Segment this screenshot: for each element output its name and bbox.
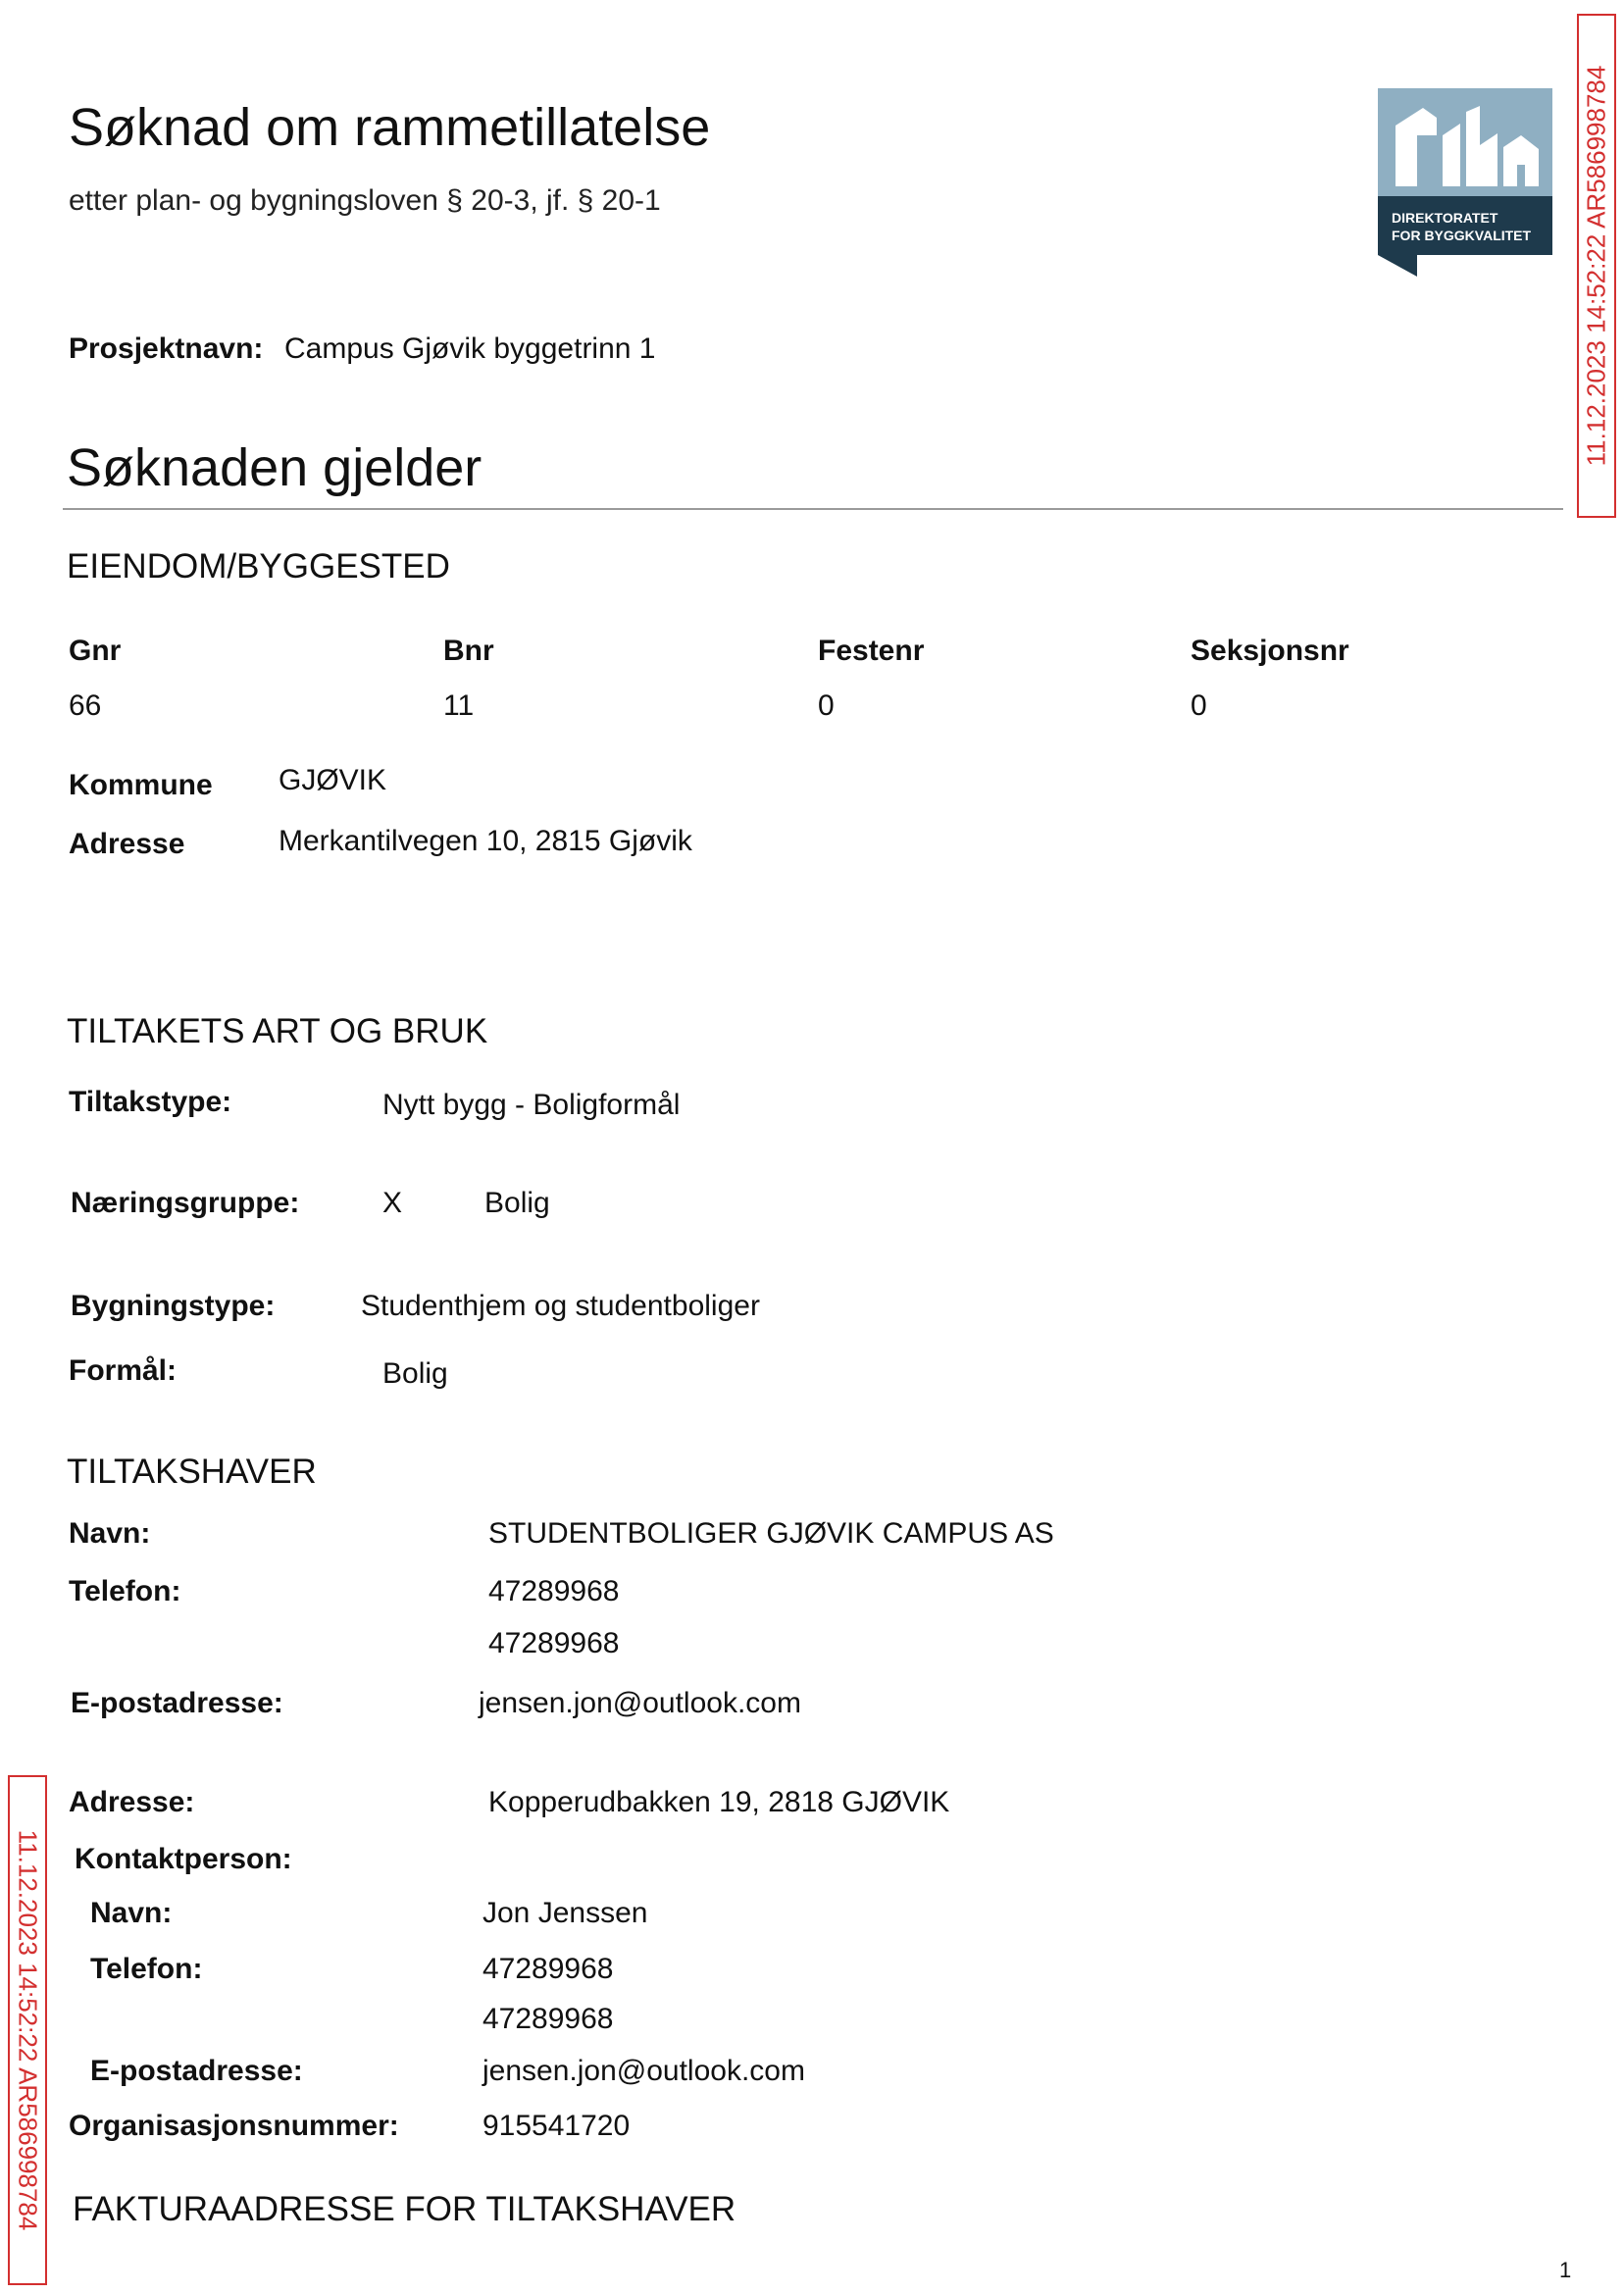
- contact-person-label: Kontaktperson:: [75, 1843, 292, 1875]
- document-subtitle: etter plan- og bygningsloven § 20-3, jf. § 20-1: [69, 184, 661, 217]
- seksjonsnr-value: 0: [1191, 689, 1207, 722]
- naeringsgruppe-code: X: [382, 1187, 403, 1219]
- owner-name-label: Navn:: [69, 1517, 151, 1550]
- dibk-logo: [1378, 88, 1552, 277]
- owner-email-label: E-postadresse:: [71, 1687, 283, 1719]
- owner-phone-value-2: 47289968: [488, 1627, 620, 1659]
- kommune-label: Kommune: [69, 769, 213, 801]
- heading-measure: TILTAKETS ART OG BRUK: [67, 1012, 488, 1050]
- bnr-value: 11: [443, 689, 475, 722]
- heading-owner: TILTAKSHAVER: [67, 1453, 317, 1491]
- dibk-logo-icon: [1378, 88, 1552, 277]
- contact-name-label: Navn:: [90, 1897, 173, 1929]
- bygningstype-value: Studenthjem og studentboliger: [361, 1290, 760, 1322]
- page-number: 1: [1559, 2258, 1572, 2282]
- owner-address-value: Kopperudbakken 19, 2818 GJØVIK: [488, 1786, 950, 1818]
- tiltakstype-value: Nytt bygg - Boligformål: [382, 1089, 681, 1121]
- heading-property: EIENDOM/BYGGESTED: [67, 547, 450, 586]
- owner-email-value: jensen.jon@outlook.com: [479, 1687, 801, 1719]
- gnr-label: Gnr: [69, 635, 122, 667]
- timestamp-stamp-left: [8, 1775, 47, 2285]
- contact-email-label: E-postadresse:: [90, 2055, 303, 2087]
- section-divider: [63, 508, 1563, 510]
- formal-label: Formål:: [69, 1354, 178, 1387]
- festenr-value: 0: [818, 689, 835, 722]
- bnr-label: Bnr: [443, 635, 494, 667]
- contact-phone-value-1: 47289968: [482, 1953, 614, 1985]
- orgnr-label: Organisasjonsnummer:: [69, 2110, 399, 2142]
- owner-phone-value-1: 47289968: [488, 1575, 620, 1607]
- project-value: Campus Gjøvik byggetrinn 1: [284, 332, 656, 365]
- orgnr-value: 915541720: [482, 2110, 631, 2142]
- stamp-text-left: 11.12.2023 14:52:22 AR586998784: [13, 1829, 43, 2231]
- project-label: Prosjektnavn:: [69, 332, 264, 365]
- adresse-value: Merkantilvegen 10, 2815 Gjøvik: [279, 825, 692, 857]
- naeringsgruppe-label: Næringsgruppe:: [71, 1187, 300, 1219]
- festenr-label: Festenr: [818, 635, 925, 667]
- owner-phone-label: Telefon:: [69, 1575, 181, 1607]
- gnr-value: 66: [69, 689, 102, 722]
- owner-name-value: STUDENTBOLIGER GJØVIK CAMPUS AS: [488, 1517, 1054, 1550]
- kommune-value: GJØVIK: [279, 764, 387, 796]
- adresse-label: Adresse: [69, 828, 185, 860]
- bygningstype-label: Bygningstype:: [71, 1290, 276, 1322]
- seksjonsnr-label: Seksjonsnr: [1191, 635, 1349, 667]
- timestamp-stamp-right: [1577, 14, 1616, 518]
- logo-text-line1: DIREKTORATET: [1392, 210, 1498, 226]
- owner-address-label: Adresse:: [69, 1786, 195, 1818]
- contact-email-value: jensen.jon@outlook.com: [482, 2055, 805, 2087]
- contact-phone-label: Telefon:: [90, 1953, 203, 1985]
- tiltakstype-label: Tiltakstype:: [69, 1086, 232, 1118]
- section-heading-application: Søknaden gjelder: [67, 438, 482, 497]
- document-title: Søknad om rammetillatelse: [69, 98, 711, 157]
- heading-invoice: FAKTURAADRESSE FOR TILTAKSHAVER: [73, 2190, 736, 2228]
- contact-name-value: Jon Jenssen: [482, 1897, 648, 1929]
- stamp-text-right: 11.12.2023 14:52:22 AR586998784: [1581, 65, 1611, 467]
- logo-text-line2: FOR BYGGKVALITET: [1392, 228, 1532, 243]
- formal-value: Bolig: [382, 1357, 448, 1390]
- naeringsgruppe-value: Bolig: [484, 1187, 550, 1219]
- contact-phone-value-2: 47289968: [482, 2003, 614, 2035]
